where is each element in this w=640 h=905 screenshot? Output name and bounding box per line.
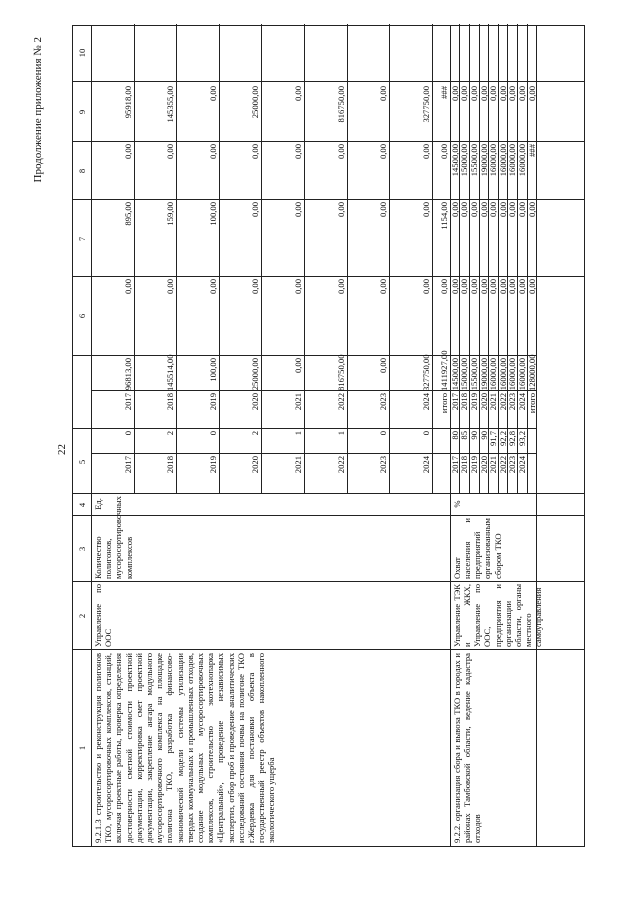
row1-total-fin: 96813,00 xyxy=(122,358,133,391)
row1-indicator: Количество полигонов, мусоросортировочных комплексов xyxy=(93,496,134,579)
row2-target: 80 xyxy=(449,431,460,440)
row2-local: 16000,00 xyxy=(507,144,518,177)
header-rule xyxy=(91,26,92,846)
row2-total-sum: 128000,00 xyxy=(526,354,537,391)
program-table xyxy=(72,25,585,847)
row1-federal: 0,00 xyxy=(293,279,303,295)
row1-year: 2019 xyxy=(207,456,218,474)
row2-year-fin: 2018 xyxy=(459,393,470,411)
row-rule xyxy=(134,24,135,494)
row2-other: 0,00 xyxy=(469,86,479,102)
row2-other: 0,00 xyxy=(449,86,460,102)
row1-unit: Ед. xyxy=(93,498,103,510)
row1-target: 0 xyxy=(122,431,133,436)
row2-year-fin: 2023 xyxy=(507,393,518,411)
row1-federal: 0,00 xyxy=(207,279,218,295)
row1-federal: 0,00 xyxy=(420,279,431,295)
row1-total-sum: 1411927,00 xyxy=(438,350,449,391)
page-number: 22 xyxy=(56,444,68,455)
row1-target: 0 xyxy=(420,431,431,436)
row2-local: 15500,00 xyxy=(469,144,479,177)
row2-total-fin: 16000,00 xyxy=(517,358,527,391)
row-rule xyxy=(261,24,262,494)
row2-regional: 0,00 xyxy=(459,202,470,218)
header-col-6: 6 xyxy=(77,313,87,319)
row1-year-fin: 2022 xyxy=(335,393,346,411)
row1-year-fin: 2019 xyxy=(207,393,218,411)
row1-year-fin: 2023 xyxy=(378,393,389,411)
row2-target: 91,7 xyxy=(488,431,499,447)
row2-regional: 0,00 xyxy=(449,202,460,218)
row2-year-fin: 2017 xyxy=(449,393,460,411)
row1-total-regional: 1154,00 xyxy=(438,202,449,230)
row2-target: 93,2 xyxy=(517,431,527,447)
row1-year: 2017 xyxy=(122,456,133,474)
header-col-4: 4 xyxy=(77,502,87,508)
row1-other: 25000,00 xyxy=(250,86,261,119)
row2-total-other: 0,00 xyxy=(526,86,537,102)
row2-unit: % xyxy=(451,500,462,508)
row2-regional: 0,00 xyxy=(497,202,508,218)
row1-year-fin: 2021 xyxy=(293,393,303,411)
row2-federal: 0,00 xyxy=(449,279,460,295)
row2-year-fin: 2019 xyxy=(469,393,479,411)
row1-year: 2021 xyxy=(293,456,303,474)
row1-local: 0,00 xyxy=(335,144,346,160)
row2-other: 0,00 xyxy=(517,86,527,102)
row2-total-fin: 14500,00 xyxy=(449,358,460,391)
row2-federal: 0,00 xyxy=(497,279,508,295)
column-divider xyxy=(73,515,584,516)
row1-other: 145355,00 xyxy=(165,86,176,123)
row2-total-fin: 15000,00 xyxy=(459,358,470,391)
row2-local: 16000,00 xyxy=(517,144,527,177)
row2-federal: 0,00 xyxy=(517,279,527,295)
row1-federal: 0,00 xyxy=(335,279,346,295)
row1-other: 0,00 xyxy=(207,86,218,102)
row2-year-fin: 2022 xyxy=(497,393,508,411)
row1-other: 816750,00 xyxy=(335,86,346,123)
row2-federal: 0,00 xyxy=(469,279,479,295)
row2-year: 2024 xyxy=(517,456,527,474)
row1-other: 0,00 xyxy=(378,86,389,102)
row-rule xyxy=(176,24,177,494)
row2-measure-name: 9.2.2. организация сбора и вывоза ТКО в городах и районах Тамбовской области, ведение кадастра отходов xyxy=(451,653,483,843)
row1-total-fin: 145514,00 xyxy=(165,354,176,391)
row2-indicator: Охват населения и предприятий организованным сбором ТКО xyxy=(451,518,503,579)
row2-local: 19000,00 xyxy=(478,144,489,177)
row2-local: 14500,00 xyxy=(449,144,460,177)
row2-year: 2023 xyxy=(507,456,518,474)
row1-regional: 0,00 xyxy=(335,202,346,218)
header-col-5: 5 xyxy=(77,459,87,465)
row1-local: 0,00 xyxy=(207,144,218,160)
row1-year-fin: 2018 xyxy=(165,393,176,411)
header-col-7: 7 xyxy=(77,236,87,242)
row2-local: 15000,00 xyxy=(459,144,470,177)
continuation-note: Продолжение приложения № 2 xyxy=(32,37,44,183)
row1-executor: Управление по ООС xyxy=(93,584,114,647)
row1-local: 0,00 xyxy=(378,144,389,160)
row2-year: 2020 xyxy=(478,456,489,474)
row2-other: 0,00 xyxy=(488,86,499,102)
row2-federal: 0,00 xyxy=(478,279,489,295)
row-rule xyxy=(219,24,220,494)
row1-total-fin: 327750,00 xyxy=(420,354,431,391)
row2-target: 92,8 xyxy=(507,431,518,447)
row1-target: 2 xyxy=(165,431,176,436)
row2-other: 0,00 xyxy=(497,86,508,102)
row1-year: 2024 xyxy=(420,456,431,474)
row2-local: 16000,00 xyxy=(488,144,499,177)
row2-year-fin: 2021 xyxy=(488,393,499,411)
row1-federal: 0,00 xyxy=(165,279,176,295)
row1-year: 2023 xyxy=(378,456,389,474)
row1-total-local: 0,00 xyxy=(438,144,449,160)
row1-total-other: ### xyxy=(438,86,449,99)
row2-total-federal: 0,00 xyxy=(526,279,537,295)
row1-total-fin: 0,00 xyxy=(293,358,303,374)
row1-local: 0,00 xyxy=(165,144,176,160)
row1-target: 0 xyxy=(207,431,218,436)
row1-total-fin: 816750,00 xyxy=(335,354,346,391)
row2-target: 90 xyxy=(478,431,489,440)
row-rule xyxy=(304,24,305,494)
row1-regional: 0,00 xyxy=(293,202,303,218)
row1-federal: 0,00 xyxy=(250,279,261,295)
row1-regional: 159,00 xyxy=(165,202,176,226)
row2-year: 2021 xyxy=(488,456,499,474)
row1-other: 95918,00 xyxy=(122,86,133,119)
row2-target: 90 xyxy=(469,431,479,440)
row2-regional: 0,00 xyxy=(517,202,527,218)
row2-federal: 0,00 xyxy=(507,279,518,295)
column-divider xyxy=(73,581,584,582)
row2-total-fin: 16000,00 xyxy=(507,358,518,391)
row2-regional: 0,00 xyxy=(488,202,499,218)
row1-year: 2022 xyxy=(335,456,346,474)
row1-year-fin: 2020 xyxy=(250,393,261,411)
column-divider xyxy=(73,649,584,650)
row1-total-federal: 0,00 xyxy=(438,279,449,295)
row-rule xyxy=(432,24,433,494)
row1-year: 2020 xyxy=(250,456,261,474)
row2-total-fin: 19000,00 xyxy=(478,358,489,391)
row2-regional: 0,00 xyxy=(478,202,489,218)
row1-year: 2018 xyxy=(165,456,176,474)
row1-regional: 0,00 xyxy=(420,202,431,218)
row2-total-label: итого xyxy=(526,393,537,414)
row1-other: 0,00 xyxy=(293,86,303,102)
row1-regional: 0,00 xyxy=(378,202,389,218)
row2-federal: 0,00 xyxy=(459,279,470,295)
row1-target: 0 xyxy=(378,431,389,436)
row2-other: 0,00 xyxy=(459,86,470,102)
row1-total-fin: 25000,00 xyxy=(250,358,261,391)
header-col-1: 1 xyxy=(77,745,87,751)
row1-regional: 0,00 xyxy=(250,202,261,218)
row2-local: 16000,00 xyxy=(497,144,508,177)
row2-target: 85 xyxy=(459,431,470,440)
row2-total-fin: 16000,00 xyxy=(488,358,499,391)
row-rule xyxy=(347,24,348,494)
row1-local: 0,00 xyxy=(420,144,431,160)
row1-federal: 0,00 xyxy=(122,279,133,295)
row2-total-local: ### xyxy=(526,144,537,157)
row2-regional: 0,00 xyxy=(507,202,518,218)
row1-local: 0,00 xyxy=(122,144,133,160)
row2-year-fin: 2020 xyxy=(478,393,489,411)
row1-target: 1 xyxy=(293,431,303,436)
row1-regional: 895,00 xyxy=(122,202,133,226)
row2-other: 0,00 xyxy=(507,86,518,102)
header-col-3: 3 xyxy=(77,546,87,552)
row2-federal: 0,00 xyxy=(488,279,499,295)
header-col-8: 8 xyxy=(77,168,87,174)
row1-year-fin: 2017 xyxy=(122,393,133,411)
row-rule xyxy=(389,24,390,494)
header-col-2: 2 xyxy=(77,613,87,619)
row1-local: 0,00 xyxy=(250,144,261,160)
row2-year: 2017 xyxy=(449,456,460,474)
row1-other: 327750,00 xyxy=(420,86,431,123)
row1-total-fin: 100,00 xyxy=(207,358,218,382)
row2-total-fin: 15500,00 xyxy=(469,358,479,391)
header-col-10: 10 xyxy=(77,48,87,58)
row1-federal: 0,00 xyxy=(378,279,389,295)
row1-total-label: итого xyxy=(438,393,449,414)
row1-target: 2 xyxy=(250,431,261,436)
row2-target: 92,2 xyxy=(497,431,508,447)
row1-local: 0,00 xyxy=(293,144,303,160)
row2-total-fin: 16000,00 xyxy=(497,358,508,391)
row2-executor: Управление ТЭК и ЖКХ, Управление по ООС, предприятия и организации области, органы местного самоуправления xyxy=(451,584,544,647)
row1-target: 1 xyxy=(335,431,346,436)
row2-year: 2022 xyxy=(497,456,508,474)
row2-other: 0,00 xyxy=(478,86,489,102)
header-col-9: 9 xyxy=(77,109,87,115)
row2-year: 2018 xyxy=(459,456,470,474)
row2-year-fin: 2024 xyxy=(517,393,527,411)
row1-measure-name: 9.2.1.3 строительство и реконструкция полигонов ТКО, мусоросортировочных комплексов, станций, включая проектные работы, проверка определения достоверности сметной стоимости проектной документации, корректировка смет проектной документации, закрепление ангара модульного мусоросортировочного комплекса на площадке полигона ТКО, разработка финансово-экономической модели системы утилизации твердых коммунальных и промышленных отходов, создание модульных мусоросортировочных комплексов, строительство экотехнопарка «Центральный», проведение независимых экспертиз, отбор проб и проведение аналитических исследований состояния почвы на полигоне ТКО г.Жердевка для постановки объекта в государственный реестр объектов накопленного экологического ущерба xyxy=(93,653,277,843)
row1-year-fin: 2024 xyxy=(420,393,431,411)
row2-total-regional: 0,00 xyxy=(526,202,537,218)
row2-regional: 0,00 xyxy=(469,202,479,218)
row1-total-fin: 0,00 xyxy=(378,358,389,374)
row2-year: 2019 xyxy=(469,456,479,474)
row1-regional: 100,00 xyxy=(207,202,218,226)
